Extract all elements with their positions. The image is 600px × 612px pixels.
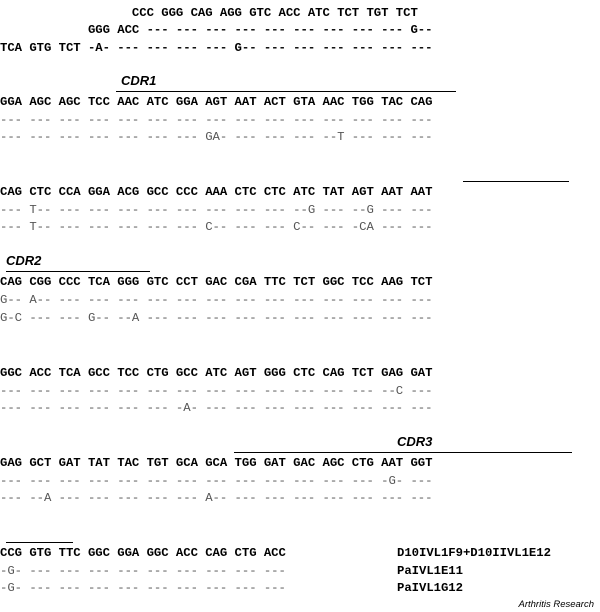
sequence-row-variant-2: -G- --- --- --- --- --- --- --- --- ---: [0, 581, 286, 595]
clone-name-ref: D10IVL1F9+D10IIVL1E12: [397, 546, 551, 560]
clone-name-variant-1: PaIVL1E11: [397, 564, 463, 578]
sequence-row-variant-2: --- --- --- --- --- --- --- GA- --- --- --- --T --- --- ---: [0, 130, 433, 144]
sequence-row-variant-1: --- --- --- --- --- --- --- --- --- --- --- --- --- -G- ---: [0, 474, 433, 488]
journal-credit: Arthritis Research: [518, 599, 594, 610]
sequence-row-variant-1: G-- A-- --- --- --- --- --- --- --- --- --- --- --- --- ---: [0, 293, 433, 307]
sequence-row-ref: CCC GGG CAG AGG GTC ACC ATC TCT TGT TCT: [0, 6, 418, 20]
sequence-row-ref: CCG GTG TTC GGC GGA GGC ACC CAG CTG ACC: [0, 546, 286, 560]
cdr3-bar-end: [6, 542, 73, 543]
clone-name-variant-2: PaIVL1G12: [397, 581, 463, 595]
sequence-row-variant-1: -G- --- --- --- --- --- --- --- --- ---: [0, 564, 286, 578]
sequence-row-variant-1: --- --- --- --- --- --- --- --- --- --- --- --- --- --C ---: [0, 384, 433, 398]
sequence-row-ref: GGC ACC TCA GCC TCC CTG GCC ATC AGT GGG CTC CAG TCT GAG GAT: [0, 366, 433, 380]
cdr2-bar-start: [463, 181, 569, 182]
sequence-row-variant-2: G-C --- --- G-- --A --- --- --- --- --- --- --- --- --- ---: [0, 311, 433, 325]
sequence-row-variant-2: --- T-- --- --- --- --- --- C-- --- --- C-- --- -CA --- ---: [0, 220, 433, 234]
sequence-row-ref: CAG CGG CCC TCA GGG GTC CCT GAC CGA TTC TCT GGC TCC AAG TCT: [0, 275, 433, 289]
sequence-row-ref: TCA GTG TCT -A- --- --- --- --- G-- --- --- --- --- --- ---: [0, 41, 433, 55]
cdr2-label: CDR2: [6, 253, 42, 268]
cdr1-bar: [116, 91, 456, 92]
cdr3-bar: [234, 452, 572, 453]
sequence-row-ref: GGG ACC --- --- --- --- --- --- --- --- --- G--: [0, 23, 433, 37]
sequence-row-ref: GAG GCT GAT TAT TAC TGT GCA GCA TGG GAT GAC AGC CTG AAT GGT: [0, 456, 433, 470]
sequence-row-variant-1: --- T-- --- --- --- --- --- --- --- --- --G --- --G --- ---: [0, 203, 433, 217]
sequence-row-ref: GGA AGC AGC TCC AAC ATC GGA AGT AAT ACT GTA AAC TGG TAC CAG: [0, 95, 433, 109]
sequence-row-variant-2: --- --A --- --- --- --- --- A-- --- --- --- --- --- --- ---: [0, 491, 433, 505]
cdr2-bar: [6, 271, 150, 272]
sequence-row-ref: CAG CTC CCA GGA ACG GCC CCC AAA CTC CTC ATC TAT AGT AAT AAT: [0, 185, 433, 199]
sequence-row-variant-1: --- --- --- --- --- --- --- --- --- --- --- --- --- --- ---: [0, 113, 433, 127]
cdr3-label: CDR3: [397, 434, 433, 449]
sequence-row-variant-2: --- --- --- --- --- --- -A- --- --- --- --- --- --- --- ---: [0, 401, 433, 415]
cdr1-label: CDR1: [121, 73, 157, 88]
